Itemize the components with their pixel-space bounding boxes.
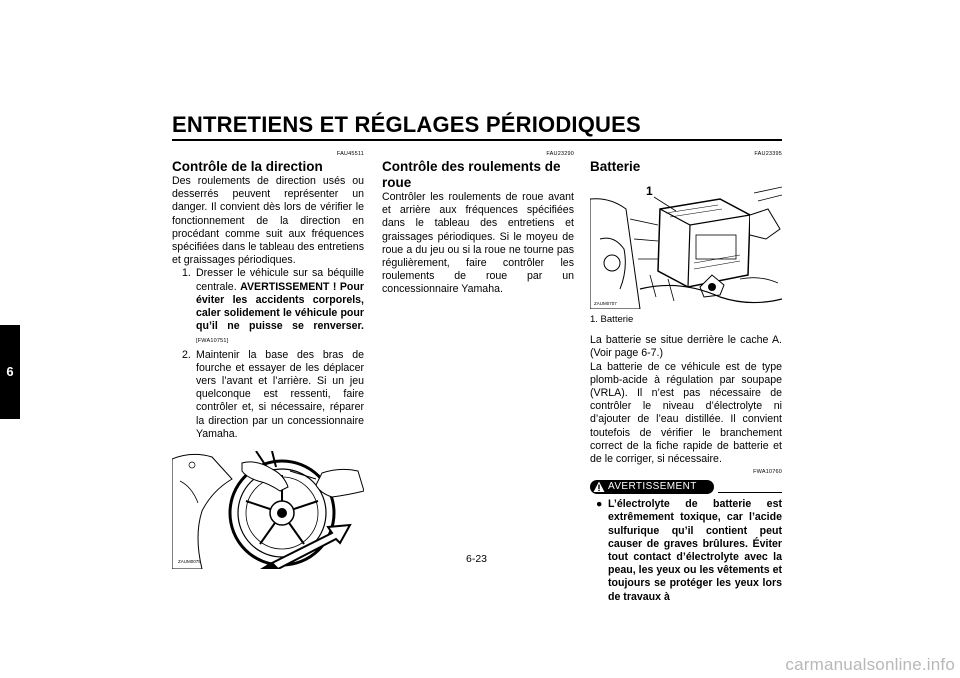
battery-figure [590, 179, 782, 309]
front-wheel-illustration [172, 451, 364, 569]
warning-label-text: AVERTISSEMENT [608, 481, 697, 493]
battery-illustration [590, 179, 782, 309]
step-text: Dresser le véhicule sur sa béquille centrale. [196, 267, 364, 293]
section-code: FAU45511 [336, 151, 364, 157]
header-rule [172, 139, 782, 141]
steering-figure [172, 451, 364, 569]
step-text: Maintenir la base des bras de fourche et essayer de les déplacer vers l’avant et l’arrière. Si un jeu quelconque est ressenti, faire contrôler et, si nécessaire, réparer la direction par un concessionnaire Yamaha. [196, 348, 364, 440]
step-warning: AVERTISSEMENT ! Pour éviter les accidents corporels, caler solidement le véhicule pour qu’il ne puisse se renverser. [196, 280, 364, 333]
battery-location-text: La batterie se situe derrière le cache A. (Voir page 6-7.) [590, 334, 782, 360]
section-code: FAU23395 [754, 151, 782, 157]
warning-label [590, 480, 714, 494]
step-2 [172, 349, 364, 441]
warning-triangle-icon [593, 481, 605, 493]
section-title-steering: Contrôle de la direction [172, 159, 323, 174]
warning-code: FWA10760 [753, 469, 782, 476]
section-code: FAU23290 [546, 151, 574, 157]
section-title-battery: Batterie [590, 159, 641, 174]
step-number: 2. [182, 348, 191, 361]
column-wheel-bearings [382, 150, 574, 297]
page-title: ENTRETIENS ET RÉGLAGES PÉRIODIQUES [172, 112, 641, 137]
wheel-bearings-text: Contrôler les roulements de roue avant et arrière aux fréquences spécifiées dans le tableau des entretiens et graissages périodiques. Si le moyeu de roue a du jeu ou si la roue ne tourne pas régulièrement, faire contrôler les roulements de roue par un concessionnaire Yamaha. [382, 191, 574, 296]
warning-header [590, 480, 782, 496]
step-number: 1. [182, 267, 191, 280]
warning-rule [718, 492, 782, 493]
battery-callout-number: 1 [646, 184, 653, 198]
bullet-dot-icon: ● [596, 498, 603, 511]
battery-type-text: La batterie de ce véhicule est de type plomb-acide à régulation par soupape (VRLA). Il n’est pas nécessaire de contrôler le niveau d’électrolyte ni d’ajouter de l’eau distillée. Il convient toutefois de vérifier le branchement correct de la fiche rapide de batterie et de le corriger, si nécessaire. [590, 360, 782, 466]
step-warning-code: [FWA10751] [196, 338, 229, 345]
steering-steps [172, 267, 364, 441]
watermark: carmanualsonline.info [785, 655, 955, 674]
figure-caption: 1. Batterie [590, 314, 634, 325]
steering-intro: Des roulements de direction usés ou desserrés peuvent représenter un danger. Il convient dès lors de vérifier le fonctionnement de la direction en procédant comme suit aux fréquences spécifiées dans le tableau des entretiens et graissages périodiques. [172, 175, 364, 267]
column-steering [172, 150, 364, 569]
warning-bullet-text: L’électrolyte de batterie est extrêmement toxique, car l’acide sulfurique qu’il contient peut causer de graves brûlures. Éviter tout contact d’électrolyte avec la peau, les yeux ou les vêtements et toujours se protéger les yeux lors de travaux à [608, 498, 782, 603]
step-1 [172, 267, 364, 348]
warning-bullet [590, 498, 782, 604]
chapter-tab: 6 [0, 325, 20, 419]
page-number: 6-23 [466, 553, 488, 565]
figure-code: ZAUM0075 [178, 559, 201, 565]
section-title-wheel-bearings: Contrôle des roulements de roue [382, 159, 561, 190]
column-battery [590, 150, 782, 604]
figure-code: ZAUM0707 [594, 301, 617, 306]
